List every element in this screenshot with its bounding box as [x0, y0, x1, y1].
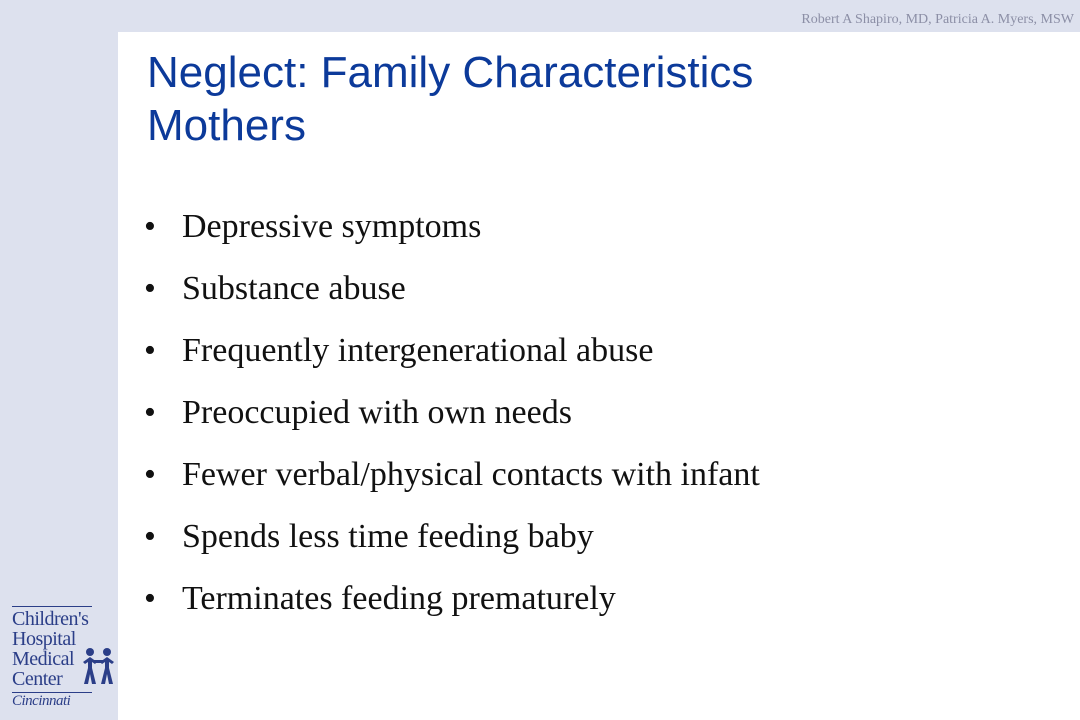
bullet-dot: •	[144, 208, 156, 245]
bullet-text: Terminates feeding prematurely	[182, 580, 616, 617]
bullet-dot: •	[144, 270, 156, 307]
bullet-dot: •	[144, 394, 156, 431]
bullet-dot: •	[144, 518, 156, 555]
bullet-text: Substance abuse	[182, 270, 406, 307]
bullet-text: Frequently intergenerational abuse	[182, 332, 654, 369]
bullet-list	[144, 196, 760, 630]
logo-rule-top	[12, 606, 92, 607]
slide-title-line-2: Mothers	[147, 101, 306, 150]
bullet-text: Depressive symptoms	[182, 208, 482, 245]
children-figures-icon	[81, 646, 117, 686]
bullet-item	[144, 196, 760, 258]
bullet-text: Fewer verbal/physical contacts with infant	[182, 456, 760, 493]
bullet-item	[144, 506, 760, 568]
bullet-item	[144, 444, 760, 506]
slide-title	[147, 46, 1047, 152]
bullet-item	[144, 568, 760, 630]
logo-line-3: Medical	[12, 648, 75, 670]
bullet-text: Spends less time feeding baby	[182, 518, 594, 555]
logo-line-2: Hospital	[12, 628, 76, 650]
logo-line-1: Children's	[12, 608, 89, 630]
bullet-dot: •	[144, 456, 156, 493]
bullet-dot: •	[144, 580, 156, 617]
bullet-item	[144, 258, 760, 320]
bullet-dot: •	[144, 332, 156, 369]
bullet-text: Preoccupied with own needs	[182, 394, 572, 431]
bullet-item	[144, 382, 760, 444]
logo-line-5: Cincinnati	[12, 693, 71, 709]
slide-title-line-1: Neglect: Family Characteristics	[147, 48, 754, 97]
bullet-item	[144, 320, 760, 382]
logo-line-4: Center	[12, 668, 63, 690]
hospital-logo	[8, 600, 118, 712]
author-credit: Robert A Shapiro, MD, Patricia A. Myers, MSW	[801, 12, 1074, 27]
